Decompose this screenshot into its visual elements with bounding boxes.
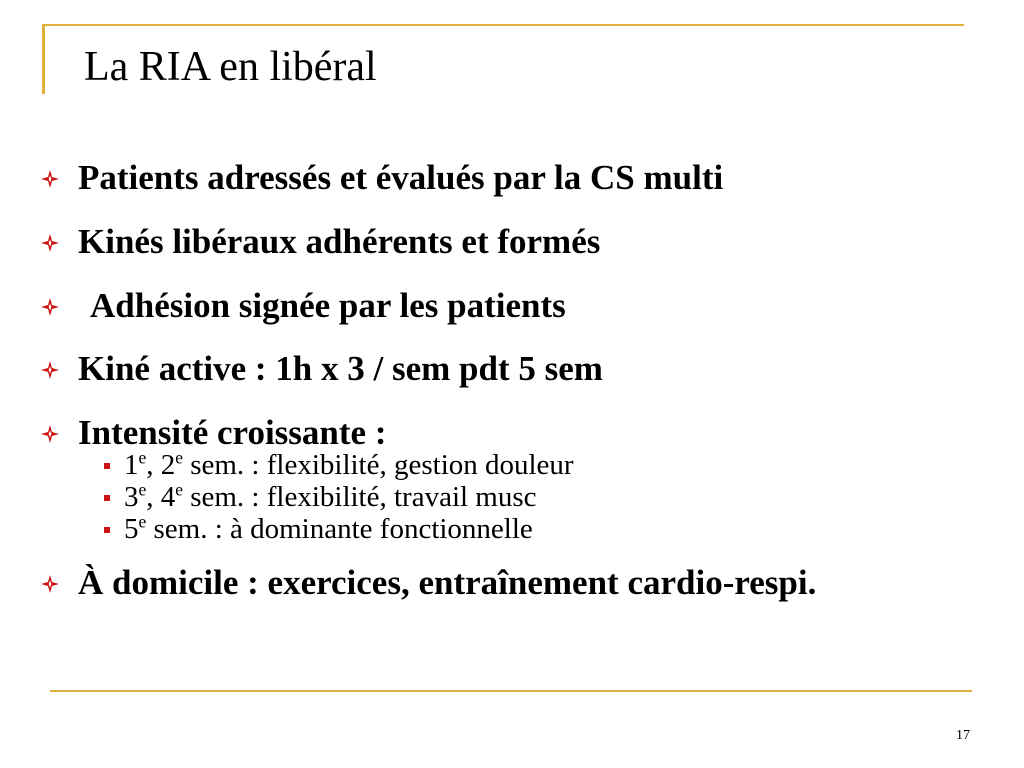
week-number: 1 (124, 448, 139, 481)
ordinal-suffix: e (138, 447, 147, 468)
diamond-bullet-icon (40, 233, 60, 253)
frame-bottom-line (50, 690, 972, 692)
sub-bullet-list (78, 449, 978, 545)
diamond-star-shape (41, 425, 59, 443)
ordinal-suffix: e (138, 511, 147, 532)
bullet-item (38, 557, 978, 609)
square-bullet-icon (104, 495, 110, 501)
bullet-text: Adhésion signée par les patients (90, 285, 566, 325)
bullet-item (38, 152, 978, 204)
week-number: 3 (124, 480, 139, 513)
bullet-text: Intensité croissante : (78, 413, 387, 453)
ordinal-suffix: e (175, 479, 183, 500)
week-number: 4 (160, 480, 176, 513)
sub-bullet-item (88, 481, 978, 513)
diamond-star-shape (41, 298, 59, 316)
sub-bullet-item (88, 449, 978, 481)
diamond-star-shape (41, 575, 59, 593)
sub-bullet-item (88, 513, 978, 545)
frame-top-line (44, 24, 964, 26)
page-number: 17 (956, 728, 970, 743)
diamond-bullet-icon (40, 169, 60, 189)
week-number: 2 (160, 448, 176, 481)
ordinal-suffix: e (138, 479, 147, 500)
diamond-bullet-icon (40, 424, 60, 444)
bullet-item (38, 280, 978, 332)
bullet-item (38, 216, 978, 268)
diamond-bullet-icon (40, 360, 60, 380)
bullet-text: Patients adressés et évalués par la CS multi (78, 158, 724, 197)
week-number: 5 (124, 512, 139, 545)
square-bullet-icon (104, 527, 110, 533)
bullet-text: Kiné active : 1h x 3 / sem pdt 5 sem (78, 349, 603, 389)
bullet-item (38, 343, 978, 395)
diamond-star-shape (41, 234, 59, 252)
diamond-bullet-icon (40, 297, 60, 317)
ordinal-suffix: e (175, 447, 183, 468)
sub-bullet-text: sem. : flexibilité, travail musc (182, 480, 537, 513)
diamond-star-shape (41, 170, 59, 188)
diamond-star-shape (41, 361, 59, 379)
bullet-item (38, 407, 978, 545)
separator: , (146, 480, 161, 513)
diamond-bullet-icon (40, 574, 60, 594)
slide-title: La RIA en libéral (84, 44, 377, 90)
bullet-text: Kinés libéraux adhérents et formés (78, 221, 601, 261)
bullet-list (38, 152, 978, 609)
frame-left-line (42, 24, 45, 94)
sub-bullet-text: sem. : flexibilité, gestion douleur (182, 448, 574, 481)
sub-bullet-text: sem. : à dominante fonctionnelle (146, 512, 533, 545)
square-bullet-icon (104, 463, 110, 469)
separator: , (146, 448, 161, 481)
bullet-text: À domicile : exercices, entraînement cardio-respi. (78, 562, 817, 602)
